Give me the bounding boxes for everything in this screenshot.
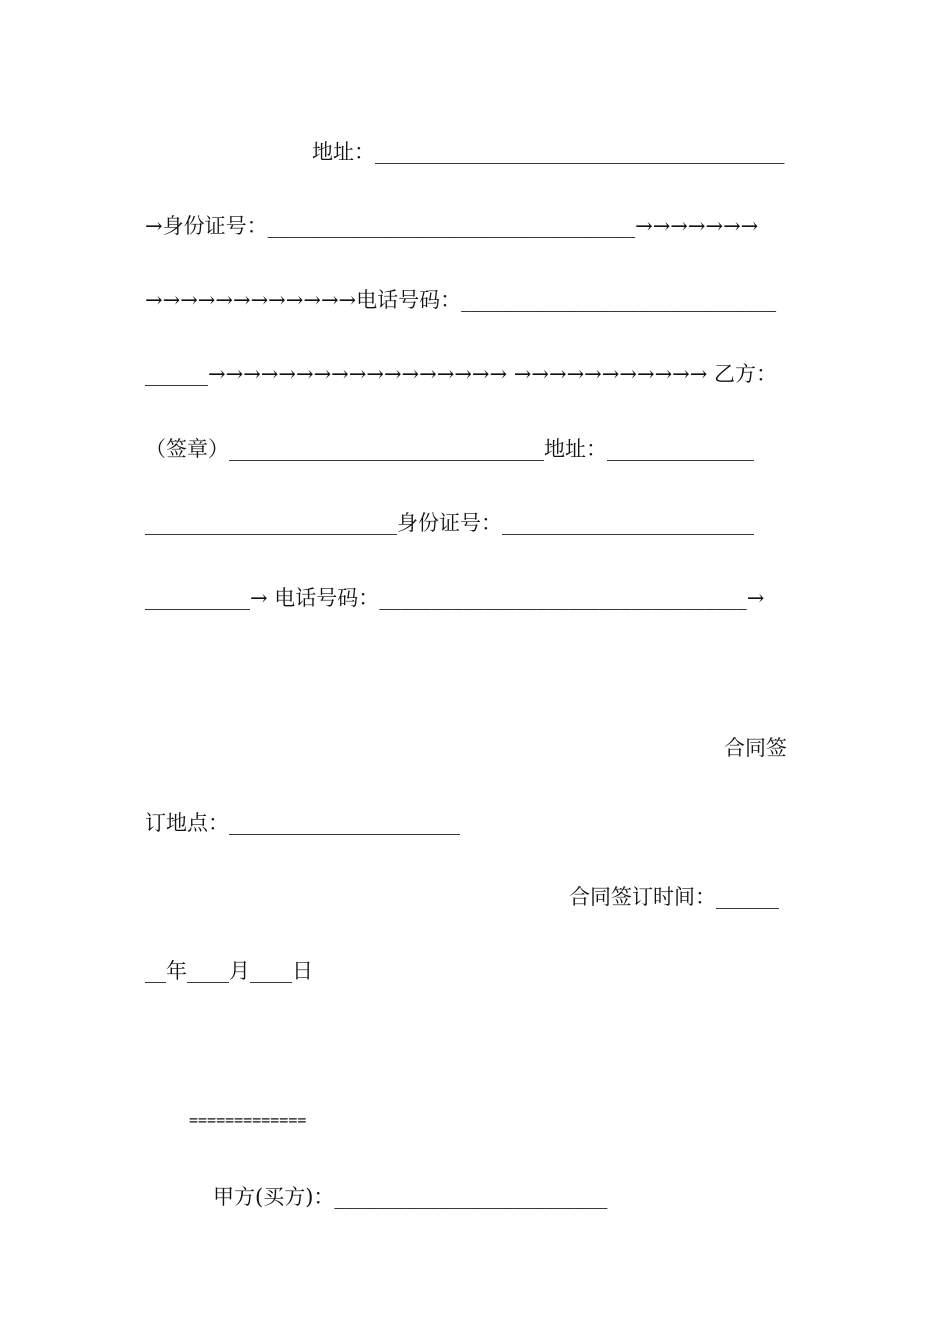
buyer-signature-address-line: （签章）______________________________地址：______________ <box>145 437 754 461</box>
seller-address-line: 地址：_______________________________________ <box>312 140 785 164</box>
buyer-id-number-line: ________________________身份证号：________________________ <box>145 511 754 535</box>
contract-signing-place-line: 订地点：______________________ <box>145 811 460 835</box>
section-separator: ============= <box>189 1111 307 1129</box>
seller-id-number-line: →身份证号：___________________________________→→→→→→→ <box>145 214 759 238</box>
buyer-phone-line: __________→ 电话号码：___________________________________→ <box>145 586 765 610</box>
party-b-line: ______→→→→→→→→→→→→→→→→→ →→→→→→→→→→→ 乙方： <box>145 362 778 386</box>
seller-phone-line: →→→→→→→→→→→→电话号码：______________________________ <box>145 288 777 312</box>
contract-signing-time-line: 合同签订时间：______ <box>569 885 779 909</box>
buyer-party-a-line: 甲方(买方)：__________________________ <box>213 1185 608 1209</box>
contract-date-line: __年____月____日 <box>145 959 313 983</box>
contract-signing-place-label-start: 合同签 <box>724 736 787 760</box>
